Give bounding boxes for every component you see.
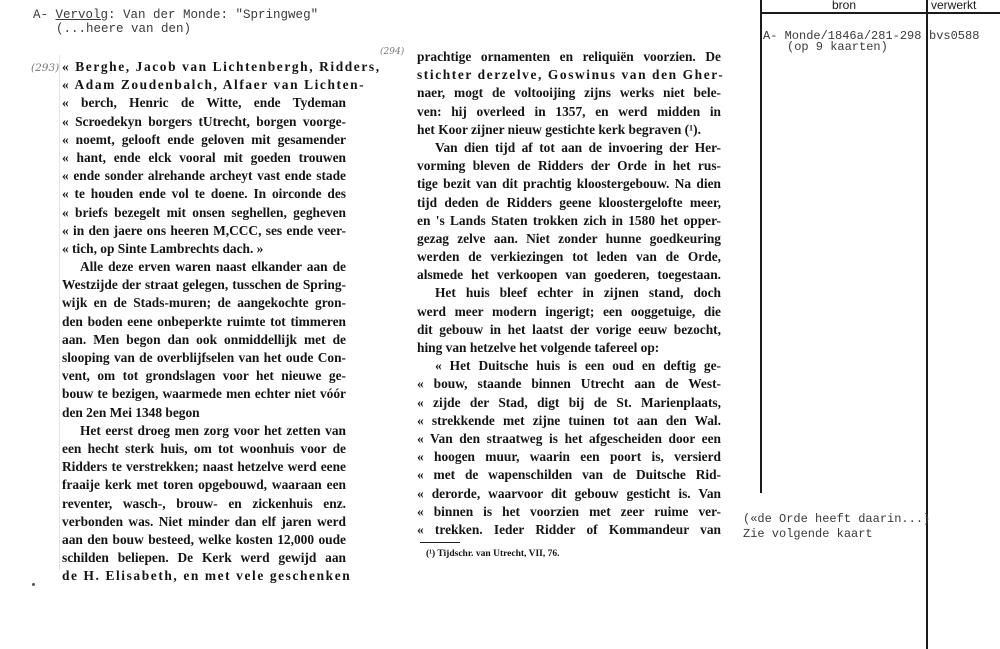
text-line: Het huis bleef echter in zijnen stand, doch — [435, 285, 721, 301]
text-line: Alle deze erven waren naast elkander aan de — [80, 259, 346, 275]
text-line: « derorde, waarvoor dit gebouw gesticht is. Van — [417, 485, 721, 501]
text-line: werd meer modern ingerigt; een ooggetuige, die — [417, 303, 721, 319]
text-line: alsmede het verkoopen van goederen, toegestaan. — [417, 267, 721, 283]
text-line: tijd deden de Ridders geene kloostergelofte meer, — [417, 194, 721, 210]
text-line: « Het Duitsche huis is een oud en deftig ge- — [435, 358, 721, 374]
text-line: Van dien tijd af tot aan de invoering der Her- — [435, 139, 721, 155]
text-line: « binnen is het voorzien met zeer ruime ver- — [417, 503, 721, 519]
text-line: « ende sonder alrehande archeyt vast ende stade — [62, 168, 346, 184]
page-number-note-left: (293) — [31, 62, 60, 74]
card-column-divider-left — [760, 0, 762, 493]
text-line: Ridders te verstrekken; naast hetzelve werd eene — [62, 459, 346, 475]
text-line: hing van hetzelve het volgende tafereel op: — [417, 340, 660, 355]
text-line: prachtige ornamenten en reliquiën voorzien. De — [417, 49, 721, 64]
text-line: « te houden ende vol te doene. In oirconde des — [62, 186, 346, 202]
text-line: het Koor zijner nieuw gestichte kerk begraven (¹). — [417, 121, 701, 137]
text-line: « berch, Henric de Witte, ende Tydeman — [62, 95, 346, 111]
text-line: den 2en Mei 1348 begon — [62, 404, 200, 420]
text-line: « trekken. Ieder Ridder of Kommandeur van — [417, 521, 721, 537]
text-line: verbonden was. Niet minder dan elf jaren werd — [62, 513, 346, 529]
text-line: « Berghe, Jacob van Lichtenbergh, Ridders, — [62, 59, 381, 74]
text-line: ven: hij overleed in 1357, en werd midden in — [417, 103, 721, 119]
text-line: « tich, op Sinte Lambrechts dach. » — [62, 240, 264, 256]
text-line: vorming bleven de Ridders der Orde in het rus- — [417, 158, 721, 174]
text-line: « bouw, staande binnen Utrecht aan de West- — [417, 376, 721, 392]
text-line: slooping van de overblijfselen van het oude Con- — [62, 350, 346, 365]
text-line: een hecht sterk huis, om tot woonhuis voor de — [62, 440, 346, 456]
scan-speck — [32, 583, 35, 586]
book-page-right — [417, 48, 725, 539]
card-title — [33, 8, 318, 22]
footnote-rule — [420, 542, 460, 543]
text-line: stichter derzelve, Goswinus van den Gher- — [417, 67, 725, 83]
text-line: gezag zelve aan. Niet zonder hunne goedkeuring — [417, 230, 721, 246]
source-reference: A- Monde/1846a/281-298 — [763, 29, 922, 43]
title-prefix: A- — [33, 8, 56, 22]
card-column-divider-right — [926, 0, 928, 649]
text-line: « hant, ende elck vooral mit goeden trouwen — [62, 149, 346, 165]
text-line: fraaije kerk met toren opgebouwd, waaraan een — [62, 477, 346, 493]
book-page-left — [62, 58, 381, 585]
text-line: « Scroedekyn borgers tUtrecht, borgen voorge- — [62, 113, 346, 129]
text-line: naer, mogt de voltooijing zijns werks niet bele- — [417, 85, 721, 101]
processed-id: bvs0588 — [929, 29, 980, 43]
text-line: bouw te bezigen, waarmede men echter niet vóór — [62, 386, 346, 402]
text-line: de H. Elisabeth, en met vele geschenken — [62, 568, 352, 584]
page-number-note-right: (294) — [380, 47, 405, 57]
text-line: tige bezit van dit prachtig kloostergebouw. Na dien — [417, 176, 721, 192]
column-header-bron: bron — [831, 0, 857, 12]
text-line: schilden beliepen. De Kerk werd gewijd aan — [62, 550, 346, 566]
continuation-note: Zie volgende kaart — [743, 527, 873, 541]
text-line: vent, om tot grondslagen voor het nieuwe ge- — [62, 368, 346, 384]
text-line: Westzijde der straat gelegen, tusschen de Spring- — [62, 277, 346, 293]
text-line: Het eerst droeg men zorg voor het zetten van — [80, 422, 346, 438]
text-line: « briefs bezegelt mit onsen seghellen, gegheven — [62, 204, 346, 220]
text-line: « noemt, gelooft ende geloven mit gesamender — [62, 131, 346, 147]
scan-edge-line — [59, 55, 60, 570]
card-subtitle: (...heere van den) — [56, 22, 192, 36]
text-line: « in den jaere ons heeren M,CCC, ses ende veer- — [62, 222, 346, 238]
text-line: « Van den straatweg is het afgescheiden door een — [417, 430, 721, 446]
card-header-rule — [760, 12, 1000, 14]
text-line: « Adam Zoudenbalch, Alfaer van Lichten- — [62, 77, 366, 93]
text-line: « hoogen muur, waarin een poort is, versierd — [417, 449, 721, 465]
text-line: en 's Lands Staten trokken zich in 1580 het opper- — [417, 212, 721, 228]
text-line: dit gebouw in het laatst der vorige eeuw bezocht, — [417, 321, 721, 337]
text-line: « met de wapenschilden van de Duitsche Rid- — [417, 467, 721, 483]
text-line: aan. Men begon dan ook onmiddellijk met de — [62, 331, 346, 347]
title-text: : Van der Monde: "Springweg" — [108, 8, 319, 22]
column-header-verwerkt: verwerkt — [931, 0, 977, 12]
text-line: aan den bouw besteed, welke kosten 12,000 oude — [62, 531, 346, 547]
footnote: (¹) Tijdschr. van Utrecht, VII, 76. — [426, 549, 560, 559]
text-line: den boden eene onbeperkte ruimte tot timmeren — [62, 313, 346, 329]
text-line: wijk en de Stads-muren; de aangekochte gron- — [62, 295, 346, 311]
vervolg-label: Vervolg — [55, 8, 109, 22]
continuation-quote: («de Orde heeft daarin...) — [743, 512, 931, 526]
text-line: werden de verkiezingen tot leden van de Orde, — [417, 249, 721, 265]
source-note: (op 9 kaarten) — [787, 40, 888, 54]
text-line: « strekkende met zijne tuinen tot aan den Wal. — [417, 412, 721, 428]
text-line: reventer, wasch-, brouw- en zickenhuis enz. — [62, 495, 346, 511]
text-line: « zijde der Stad, digt bij de St. Marienplaats, — [417, 394, 721, 410]
